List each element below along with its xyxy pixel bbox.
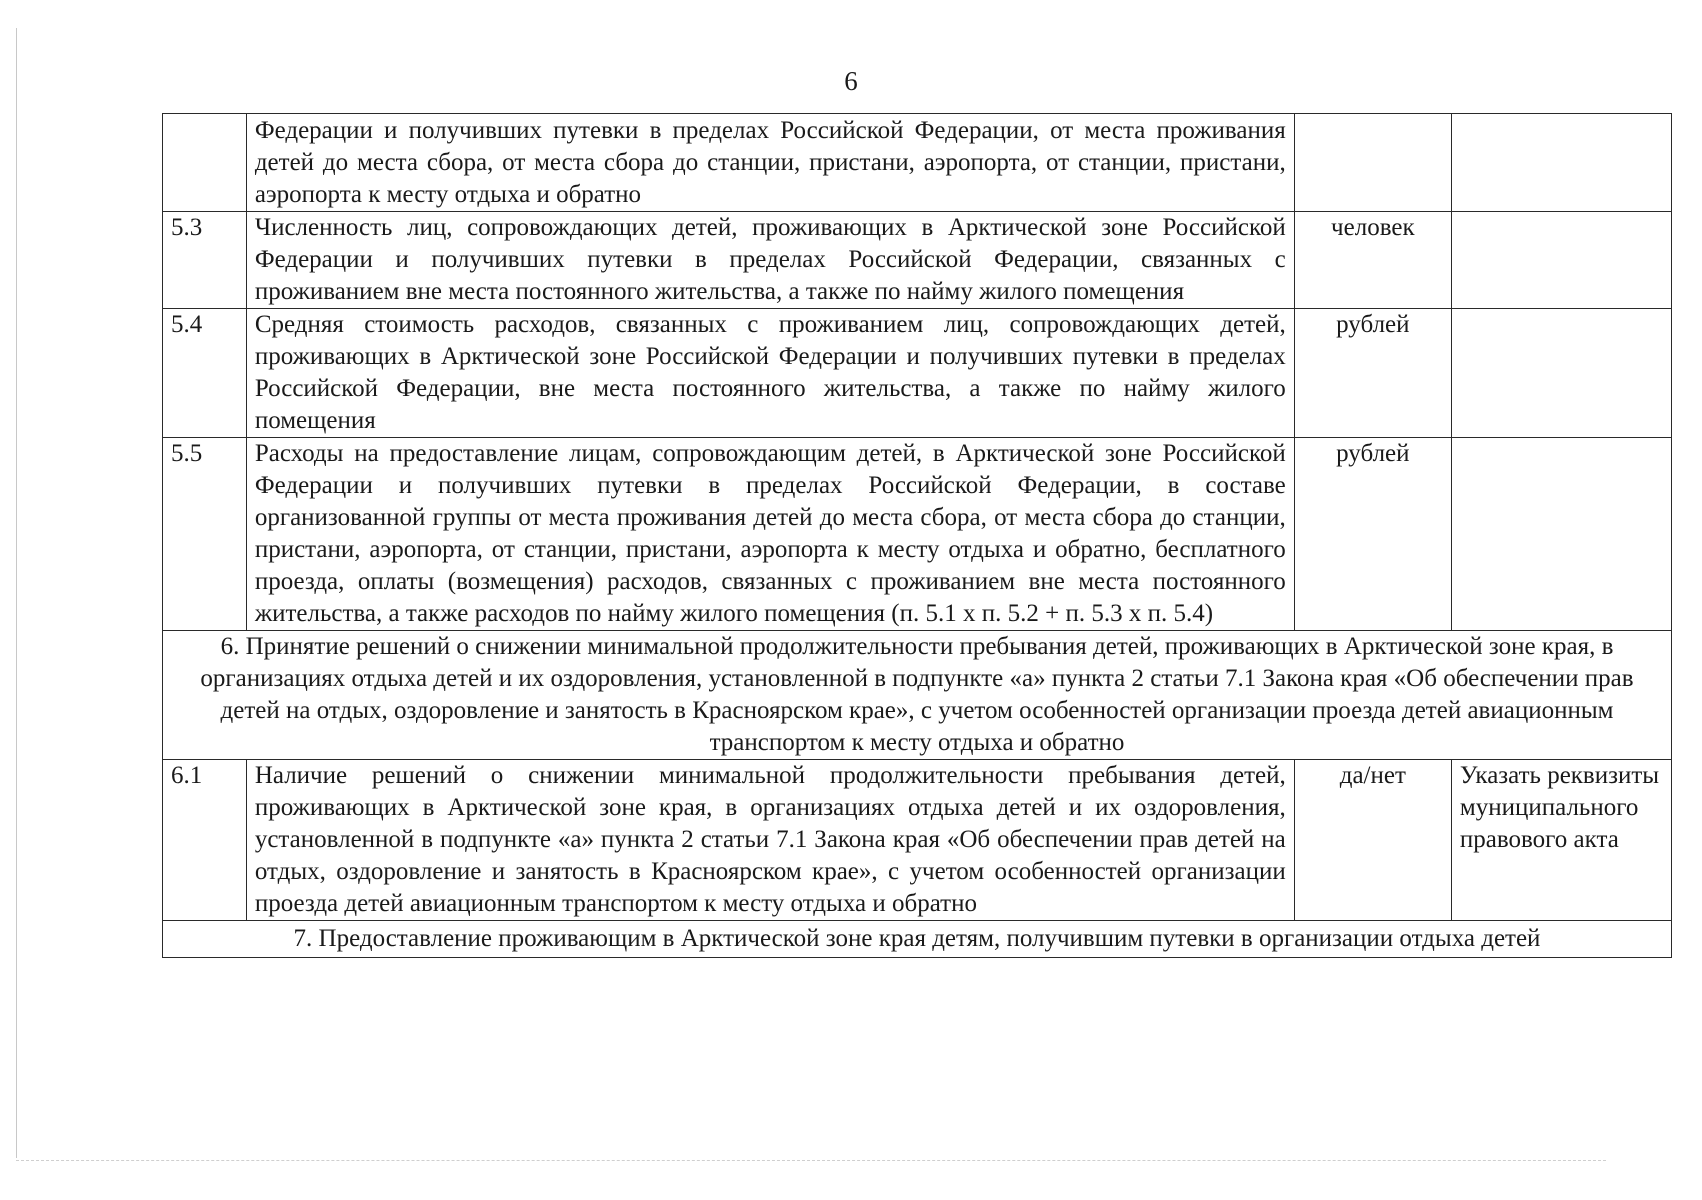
row-unit: рублей — [1294, 309, 1451, 438]
scan-edge-left — [16, 28, 17, 1158]
row-description: Наличие решений о снижении минимальной продолжительности пребывания детей, проживающих в Арктической зоне края, в организациях отдыха детей и их оздоровления, установленной в подпункте «а» пункта 2 статьи 7.1 Закона края «Об обеспечении прав детей на отдых, оздоровление и занятость в Красноярском крае», с учетом особенностей организации проезда детей авиационным транспортом к месту отдыха и обратно — [246, 760, 1294, 921]
row-number: 5.5 — [163, 438, 247, 631]
row-unit: да/нет — [1294, 760, 1451, 921]
section-6-heading: 6. Принятие решений о снижении минимальной продолжительности пребывания детей, проживающих в Арктической зоне края, в организациях отдыха детей и их оздоровления, установленной в подпункте «а» пункта 2 статьи 7.1 Закона края «Об обеспечении прав детей на отдых, оздоровление и занятость в Красноярском крае», с учетом особенностей организации проезда детей авиационным транспортом к месту отдыха и обратно — [163, 631, 1672, 760]
row-description: Средняя стоимость расходов, связанных с проживанием лиц, сопровождающих детей, проживающих в Арктической зоне Российской Федерации и получивших путевки в пределах Российской Федерации, вне места постоянного жительства, а также по найму жилого помещения — [246, 309, 1294, 438]
indicator-table — [162, 113, 1672, 958]
table-row — [163, 212, 1672, 309]
row-description: Расходы на предоставление лицам, сопровождающим детей, в Арктической зоне Российской Федерации и получивших путевки в пределах Российской Федерации, в составе организованной группы от места проживания детей до места сбора, от места сбора до станции, пристани, аэропорта, от станции, пристани, аэропорта к месту отдыха и обратно, бесплатного проезда, оплаты (возмещения) расходов, связанных с проживанием вне места постоянного жительства, а также расходов по найму жилого помещения (п. 5.1 x п. 5.2 + п. 5.3 x п. 5.4) — [246, 438, 1294, 631]
table-row — [163, 309, 1672, 438]
scan-edge-bottom — [16, 1160, 1606, 1161]
row-number: 6.1 — [163, 760, 247, 921]
row-unit — [1294, 114, 1451, 212]
table-row — [163, 114, 1672, 212]
row-number — [163, 114, 247, 212]
row-note — [1451, 309, 1671, 438]
section-heading-row — [163, 921, 1672, 958]
row-description: Федерации и получивших путевки в пределах Российской Федерации, от места проживания детей до места сбора, от места сбора до станции, пристани, аэропорта, от станции, пристани, аэропорта к месту отдыха и обратно — [246, 114, 1294, 212]
row-note — [1451, 114, 1671, 212]
row-note — [1451, 438, 1671, 631]
row-unit: человек — [1294, 212, 1451, 309]
table-row — [163, 760, 1672, 921]
row-description: Численность лиц, сопровождающих детей, проживающих в Арктической зоне Российской Федерации и получивших путевки в пределах Российской Федерации, связанных с проживанием вне места постоянного жительства, а также по найму жилого помещения — [246, 212, 1294, 309]
row-note: Указать реквизиты муниципального правового акта — [1451, 760, 1671, 921]
section-7-heading: 7. Предоставление проживающим в Арктической зоне края детям, получившим путевки в организации отдыха детей — [163, 921, 1672, 958]
page-number: 6 — [844, 66, 858, 96]
row-unit: рублей — [1294, 438, 1451, 631]
row-note — [1451, 212, 1671, 309]
section-heading-row — [163, 631, 1672, 760]
row-number: 5.3 — [163, 212, 247, 309]
row-number: 5.4 — [163, 309, 247, 438]
table-row — [163, 438, 1672, 631]
